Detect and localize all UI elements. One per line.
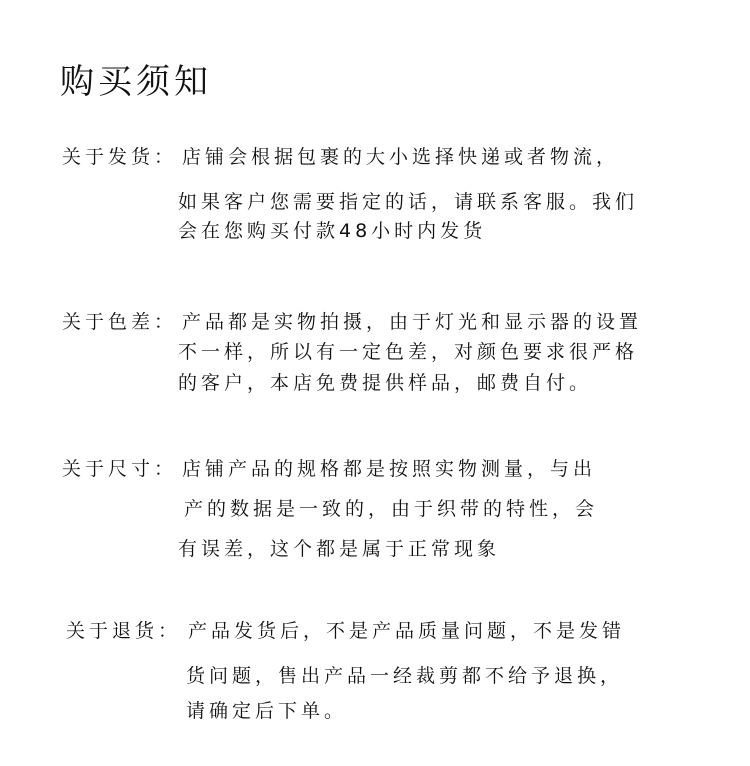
section-shipping-line-3: 会在您购买付款48小时内发货 (178, 220, 487, 242)
section-shipping-label: 关于发货： (62, 146, 178, 168)
section-color-line-2: 不一样，所以有一定色差，对颜色要求很严格 (178, 341, 639, 363)
section-return-line-2: 货问题，售出产品一经裁剪都不给予退换， (186, 665, 624, 687)
section-shipping-line-2: 如果客户您需要指定的话，请联系客服。我们 (178, 191, 639, 213)
section-shipping-line-1: 店铺会根据包裹的大小选择快递或者物流， (182, 146, 620, 168)
section-size-line-3: 有误差，这个都是属于正常现象 (178, 538, 501, 560)
section-return-label: 关于退货： (66, 620, 182, 642)
section-color-line-3: 的客户，本店免费提供样品，邮费自付。 (178, 372, 593, 394)
page-title: 购买须知 (60, 62, 212, 102)
section-size-label: 关于尺寸： (62, 458, 178, 480)
section-return-line-3: 请确定后下单。 (186, 700, 348, 722)
section-size-line-1: 店铺产品的规格都是按照实物测量，与出 (182, 458, 597, 480)
section-return-line-1: 产品发货后，不是产品质量问题，不是发错 (188, 620, 626, 642)
section-size-line-2: 产的数据是一致的，由于织带的特性，会 (184, 498, 599, 520)
section-color-line-1: 产品都是实物拍摄，由于灯光和显示器的设置 (182, 311, 643, 333)
section-color-label: 关于色差： (62, 311, 178, 333)
